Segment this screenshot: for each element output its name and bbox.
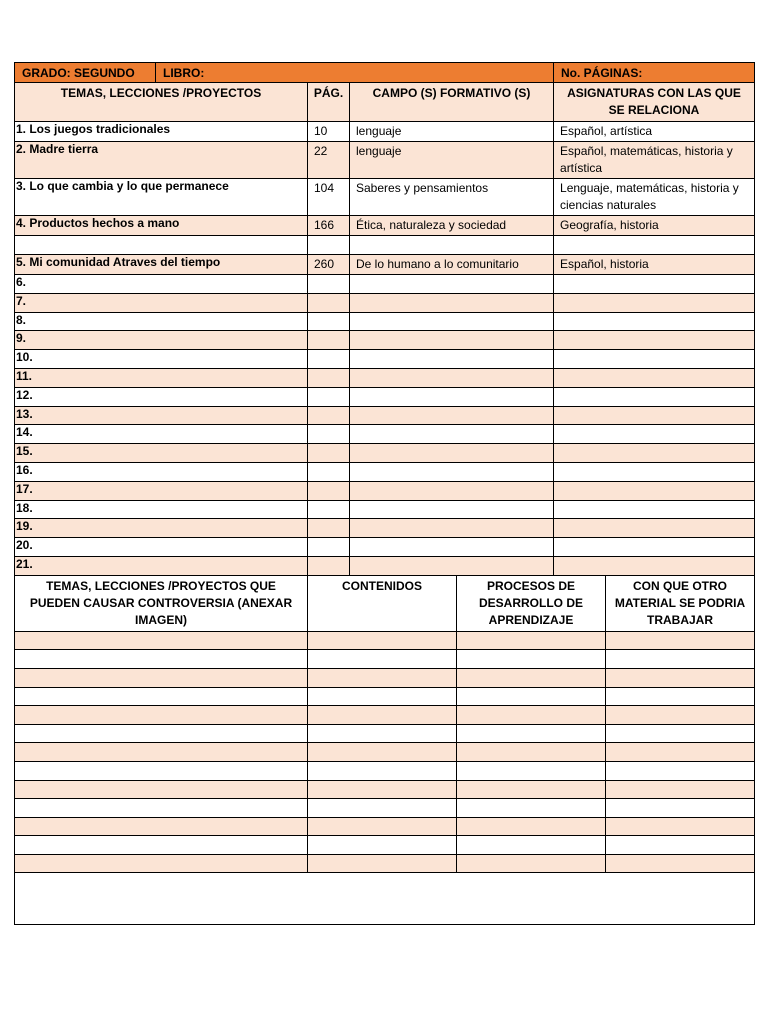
cell-asignaturas — [554, 557, 754, 559]
cell-asignaturas-box[interactable] — [554, 293, 755, 312]
table-row — [15, 406, 755, 425]
cell-campo: Saberes y pensamientos — [356, 181, 489, 195]
table-row — [15, 519, 755, 538]
cell-campo — [350, 501, 553, 503]
cell-campo-box[interactable] — [350, 179, 554, 216]
cell-campo — [350, 294, 553, 296]
cell-asignaturas — [554, 463, 754, 465]
table-row — [15, 650, 755, 669]
cell-pag-box[interactable] — [308, 293, 350, 312]
table-row — [15, 331, 755, 350]
cell-asignaturas — [554, 407, 754, 409]
cell-asignaturas-box[interactable] — [554, 462, 755, 481]
cell-tema-box[interactable] — [15, 331, 308, 350]
cell-pag — [308, 407, 349, 409]
empty-cell[interactable] — [457, 631, 606, 650]
cell-pag-box[interactable] — [308, 462, 350, 481]
cell-campo — [350, 369, 553, 371]
cell-campo — [350, 519, 553, 521]
empty-cell[interactable] — [606, 631, 755, 650]
cell-campo-box[interactable] — [350, 368, 554, 387]
empty-cell[interactable] — [457, 854, 606, 873]
empty-cell[interactable] — [15, 668, 308, 687]
cell-pag-box[interactable] — [308, 519, 350, 538]
cell-campo-box[interactable] — [350, 216, 554, 236]
cell-campo: lenguaje — [356, 144, 402, 158]
cell-pag: 166 — [314, 218, 335, 232]
cell-tema-box[interactable] — [15, 519, 308, 538]
table-row — [15, 631, 755, 650]
col-campo: CAMPO (S) FORMATIVO (S) — [350, 83, 554, 122]
table-row — [15, 425, 755, 444]
table-row — [15, 799, 755, 818]
empty-cell[interactable] — [606, 780, 755, 799]
table-row — [15, 724, 755, 743]
cell-pag-box[interactable] — [308, 216, 350, 236]
empty-cell[interactable] — [457, 668, 606, 687]
empty-cell[interactable] — [308, 836, 457, 855]
empty-cell[interactable] — [308, 631, 457, 650]
cell-asignaturas-box[interactable] — [554, 481, 755, 500]
cell-asignaturas: Lenguaje, matemáticas, historia y ciencias naturales — [560, 181, 739, 212]
cell-tema-box[interactable] — [15, 122, 308, 142]
cell-campo — [350, 557, 553, 559]
cell-campo — [350, 313, 553, 315]
cell-tema: 7. — [16, 293, 27, 308]
cell-pag-box[interactable] — [308, 142, 350, 179]
cell-asignaturas-box[interactable] — [554, 368, 755, 387]
empty-cell[interactable] — [457, 724, 606, 743]
cell-asignaturas-box[interactable] — [554, 255, 755, 275]
cell-asignaturas — [554, 444, 754, 446]
cell-asignaturas-box[interactable] — [554, 275, 755, 294]
cell-tema: 17. — [16, 481, 33, 496]
table-row — [15, 817, 755, 836]
col-pag: PÁG. — [308, 83, 350, 122]
cell-asignaturas — [554, 313, 754, 315]
empty-cell[interactable] — [15, 631, 308, 650]
cell-campo-box[interactable] — [350, 350, 554, 369]
empty-cell[interactable] — [606, 743, 755, 762]
column-header-row — [15, 83, 755, 122]
table-row — [15, 854, 755, 873]
cell-tema: 18. — [16, 500, 33, 515]
cell-asignaturas-box[interactable] — [554, 519, 755, 538]
cell-asignaturas — [554, 501, 754, 503]
empty-cell[interactable] — [457, 817, 606, 836]
cell-pag-box[interactable] — [308, 500, 350, 519]
cell-asignaturas — [554, 388, 754, 390]
cell-campo-box[interactable] — [350, 312, 554, 331]
cell-tema-box[interactable] — [15, 179, 308, 216]
empty-cell[interactable] — [606, 836, 755, 855]
cell-tema-box[interactable] — [15, 293, 308, 312]
cell-tema: 20. — [16, 538, 33, 553]
empty-cell[interactable] — [457, 799, 606, 818]
cell-pag — [308, 313, 349, 315]
empty-cell[interactable] — [606, 817, 755, 836]
cell-tema: 6. — [16, 275, 27, 289]
empty-cell[interactable] — [15, 743, 308, 762]
cell-tema-box[interactable] — [15, 481, 308, 500]
cell-tema: 2. Madre tierra — [16, 142, 99, 156]
empty-cell[interactable] — [606, 724, 755, 743]
table-row — [15, 743, 755, 762]
empty-cell[interactable] — [457, 650, 606, 669]
table-row — [15, 142, 755, 179]
cell-campo — [350, 331, 553, 333]
cell-asignaturas — [554, 425, 754, 427]
cell-campo — [350, 236, 553, 238]
cell-pag — [308, 275, 349, 277]
table-row — [15, 255, 755, 275]
cell-tema: 3. Lo que cambia y lo que permanece — [16, 179, 229, 193]
empty-cell[interactable] — [457, 780, 606, 799]
topics-table — [14, 62, 755, 576]
cell-asignaturas-box[interactable] — [554, 216, 755, 236]
empty-cell[interactable] — [15, 836, 308, 855]
cell-pag — [308, 538, 349, 540]
cell-asignaturas-box[interactable] — [554, 444, 755, 463]
cell-asignaturas: Español, artística — [560, 124, 653, 138]
cell-campo — [350, 482, 553, 484]
cell-asignaturas-box[interactable] — [554, 179, 755, 216]
cell-tema: 8. — [16, 312, 27, 327]
empty-cell[interactable] — [606, 687, 755, 706]
cell-pag-box[interactable] — [308, 538, 350, 557]
cell-tema-box[interactable] — [15, 275, 308, 294]
cell-tema: 11. — [16, 368, 33, 383]
cell-campo — [350, 444, 553, 446]
empty-cell[interactable] — [308, 799, 457, 818]
cell-pag — [308, 369, 349, 371]
cell-asignaturas-box[interactable] — [554, 236, 755, 255]
controversy-body — [15, 631, 755, 873]
cell-pag: 10 — [314, 124, 328, 138]
empty-cell[interactable] — [15, 780, 308, 799]
empty-cell[interactable] — [15, 650, 308, 669]
cell-asignaturas-box[interactable] — [554, 122, 755, 142]
table-row — [15, 500, 755, 519]
table-row — [15, 761, 755, 780]
cell-asignaturas-box[interactable] — [554, 350, 755, 369]
cell-pag-box[interactable] — [308, 179, 350, 216]
cell-pag-box[interactable] — [308, 350, 350, 369]
cell-asignaturas — [554, 519, 754, 521]
cell-pag: 260 — [314, 257, 335, 271]
cell-tema-box[interactable] — [15, 236, 308, 255]
header-row — [15, 63, 755, 83]
cell-pag-box[interactable] — [308, 275, 350, 294]
cell-asignaturas — [554, 294, 754, 296]
cell-pag — [308, 331, 349, 333]
cell-tema-box[interactable] — [15, 368, 308, 387]
col-temas: TEMAS, LECCIONES /PROYECTOS — [15, 83, 308, 122]
cell-tema: 15. — [16, 444, 33, 459]
cell-pag: 104 — [314, 181, 335, 195]
cell-campo-box[interactable] — [350, 500, 554, 519]
table-row — [15, 706, 755, 725]
cell-tema-box[interactable] — [15, 255, 308, 275]
cell-pag-box[interactable] — [308, 368, 350, 387]
cell-tema-box[interactable] — [15, 425, 308, 444]
cell-campo-box[interactable] — [350, 538, 554, 557]
libro-label: LIBRO: — [156, 63, 554, 83]
cell-asignaturas-box[interactable] — [554, 142, 755, 179]
table-row — [15, 312, 755, 331]
cell-tema-box[interactable] — [15, 350, 308, 369]
cell-campo-box[interactable] — [350, 406, 554, 425]
cell-pag-box[interactable] — [308, 122, 350, 142]
empty-cell[interactable] — [308, 817, 457, 836]
cell-campo-box[interactable] — [350, 481, 554, 500]
cell-campo-box[interactable] — [350, 519, 554, 538]
cell-tema-box[interactable] — [15, 556, 308, 575]
cell-asignaturas-box[interactable] — [554, 500, 755, 519]
cell-campo — [350, 407, 553, 409]
empty-cell[interactable] — [308, 743, 457, 762]
table-row — [15, 556, 755, 575]
cell-campo — [350, 350, 553, 352]
cell-asignaturas — [554, 538, 754, 540]
cell-asignaturas-box[interactable] — [554, 538, 755, 557]
cell-asignaturas — [554, 236, 754, 238]
col-material: CON QUE OTRO MATERIAL SE PODRIA TRABAJAR — [606, 575, 755, 631]
cell-campo — [350, 388, 553, 390]
cell-campo — [350, 538, 553, 540]
empty-cell[interactable] — [308, 687, 457, 706]
empty-cell[interactable] — [15, 817, 308, 836]
empty-cell[interactable] — [308, 854, 457, 873]
cell-pag — [308, 425, 349, 427]
cell-tema: 14. — [16, 425, 33, 440]
cell-campo-box[interactable] — [350, 331, 554, 350]
cell-campo — [350, 463, 553, 465]
empty-cell[interactable] — [457, 761, 606, 780]
empty-cell[interactable] — [15, 761, 308, 780]
cell-asignaturas — [554, 275, 754, 277]
cell-asignaturas-box[interactable] — [554, 387, 755, 406]
table-row — [15, 481, 755, 500]
empty-cell[interactable] — [308, 761, 457, 780]
empty-cell[interactable] — [606, 854, 755, 873]
table-row — [15, 216, 755, 236]
cell-asignaturas-box[interactable] — [554, 312, 755, 331]
cell-campo-box[interactable] — [350, 142, 554, 179]
empty-cell[interactable] — [457, 836, 606, 855]
table-row — [15, 462, 755, 481]
table-row — [15, 236, 755, 255]
empty-cell[interactable] — [308, 650, 457, 669]
cell-asignaturas-box[interactable] — [554, 331, 755, 350]
cell-pag-box[interactable] — [308, 556, 350, 575]
empty-cell[interactable] — [606, 668, 755, 687]
table-row — [15, 275, 755, 294]
cell-pag-box[interactable] — [308, 312, 350, 331]
table-row — [15, 687, 755, 706]
cell-pag-box[interactable] — [308, 331, 350, 350]
table-row — [15, 350, 755, 369]
table-row — [15, 122, 755, 142]
controversy-header-row — [15, 575, 755, 631]
cell-campo — [350, 275, 553, 277]
cell-pag — [308, 388, 349, 390]
cell-campo-box[interactable] — [350, 425, 554, 444]
col-procesos: PROCESOS DE DESARROLLO DE APRENDIZAJE — [457, 575, 606, 631]
cell-pag — [308, 236, 349, 238]
cell-asignaturas: Geografía, historia — [560, 218, 659, 232]
cell-asignaturas-box[interactable] — [554, 406, 755, 425]
table-row — [15, 836, 755, 855]
table-row — [15, 668, 755, 687]
empty-cell[interactable] — [15, 799, 308, 818]
table-row — [15, 780, 755, 799]
cell-pag — [308, 557, 349, 559]
empty-cell[interactable] — [15, 706, 308, 725]
cell-pag — [308, 501, 349, 503]
cell-campo-box[interactable] — [350, 556, 554, 575]
cell-asignaturas — [554, 331, 754, 333]
cell-tema-box[interactable] — [15, 462, 308, 481]
cell-campo: De lo humano a lo comunitario — [356, 257, 519, 271]
cell-asignaturas-box[interactable] — [554, 556, 755, 575]
cell-pag — [308, 482, 349, 484]
empty-cell[interactable] — [606, 761, 755, 780]
empty-cell[interactable] — [15, 854, 308, 873]
cell-pag-box[interactable] — [308, 255, 350, 275]
cell-pag-box[interactable] — [308, 236, 350, 255]
cell-tema-box[interactable] — [15, 142, 308, 179]
empty-cell[interactable] — [606, 799, 755, 818]
cell-pag — [308, 350, 349, 352]
topics-body — [15, 122, 755, 576]
cell-campo-box[interactable] — [350, 462, 554, 481]
planning-sheet — [14, 62, 754, 925]
cell-asignaturas — [554, 482, 754, 484]
col-contenidos: CONTENIDOS — [308, 575, 457, 631]
table-row — [15, 293, 755, 312]
empty-cell[interactable] — [457, 706, 606, 725]
cell-tema: 21. — [16, 556, 33, 571]
cell-tema-box[interactable] — [15, 500, 308, 519]
cell-tema-box[interactable] — [15, 312, 308, 331]
cell-pag-box[interactable] — [308, 387, 350, 406]
cell-tema: 19. — [16, 519, 33, 534]
empty-cell[interactable] — [457, 743, 606, 762]
cell-tema: 9. — [16, 331, 27, 346]
cell-asignaturas-box[interactable] — [554, 425, 755, 444]
grado-label: GRADO: SEGUNDO — [15, 63, 156, 83]
notes-cell[interactable] — [15, 873, 755, 925]
cell-tema: 12. — [16, 387, 33, 402]
cell-tema: 10. — [16, 350, 33, 365]
empty-cell[interactable] — [606, 650, 755, 669]
table-row — [15, 538, 755, 557]
empty-cell[interactable] — [308, 668, 457, 687]
cell-tema-box[interactable] — [15, 216, 308, 236]
cell-tema: 5. Mi comunidad Atraves del tiempo — [16, 255, 221, 269]
cell-asignaturas: Español, historia — [560, 257, 649, 271]
cell-tema: 13. — [16, 406, 33, 421]
cell-pag-box[interactable] — [308, 481, 350, 500]
cell-tema-box[interactable] — [15, 444, 308, 463]
empty-cell[interactable] — [457, 687, 606, 706]
cell-pag: 22 — [314, 144, 328, 158]
cell-campo-box[interactable] — [350, 444, 554, 463]
cell-pag-box[interactable] — [308, 406, 350, 425]
cell-tema-box[interactable] — [15, 538, 308, 557]
cell-pag — [308, 463, 349, 465]
cell-campo-box[interactable] — [350, 255, 554, 275]
cell-campo: lenguaje — [356, 124, 402, 138]
cell-pag — [308, 444, 349, 446]
cell-asignaturas — [554, 350, 754, 352]
cell-pag — [308, 519, 349, 521]
empty-cell[interactable] — [15, 687, 308, 706]
empty-cell[interactable] — [308, 724, 457, 743]
empty-cell[interactable] — [308, 706, 457, 725]
cell-campo-box[interactable] — [350, 236, 554, 255]
cell-tema: 16. — [16, 462, 33, 477]
cell-pag-box[interactable] — [308, 444, 350, 463]
notes-row — [15, 873, 755, 925]
empty-cell[interactable] — [308, 780, 457, 799]
controversy-table — [14, 575, 755, 926]
table-row — [15, 368, 755, 387]
empty-cell[interactable] — [15, 724, 308, 743]
cell-tema: 1. Los juegos tradicionales — [16, 122, 171, 136]
cell-tema-box[interactable] — [15, 387, 308, 406]
cell-asignaturas: Español, matemáticas, historia y artística — [560, 144, 733, 175]
cell-pag-box[interactable] — [308, 425, 350, 444]
cell-pag — [308, 294, 349, 296]
cell-tema: 4. Productos hechos a mano — [16, 216, 180, 230]
cell-tema-box[interactable] — [15, 406, 308, 425]
cell-campo-box[interactable] — [350, 275, 554, 294]
cell-asignaturas — [554, 369, 754, 371]
col-asignaturas: ASIGNATURAS CON LAS QUE SE RELACIONA — [554, 83, 755, 122]
cell-campo-box[interactable] — [350, 387, 554, 406]
paginas-label: No. PÁGINAS: — [554, 63, 755, 83]
table-row — [15, 444, 755, 463]
empty-cell[interactable] — [606, 706, 755, 725]
cell-campo-box[interactable] — [350, 293, 554, 312]
cell-campo-box[interactable] — [350, 122, 554, 142]
table-row — [15, 179, 755, 216]
col-controversia: TEMAS, LECCIONES /PROYECTOS QUE PUEDEN CAUSAR CONTROVERSIA (ANEXAR IMAGEN) — [15, 575, 308, 631]
table-row — [15, 387, 755, 406]
cell-campo — [350, 425, 553, 427]
cell-campo: Ética, naturaleza y sociedad — [356, 218, 507, 232]
